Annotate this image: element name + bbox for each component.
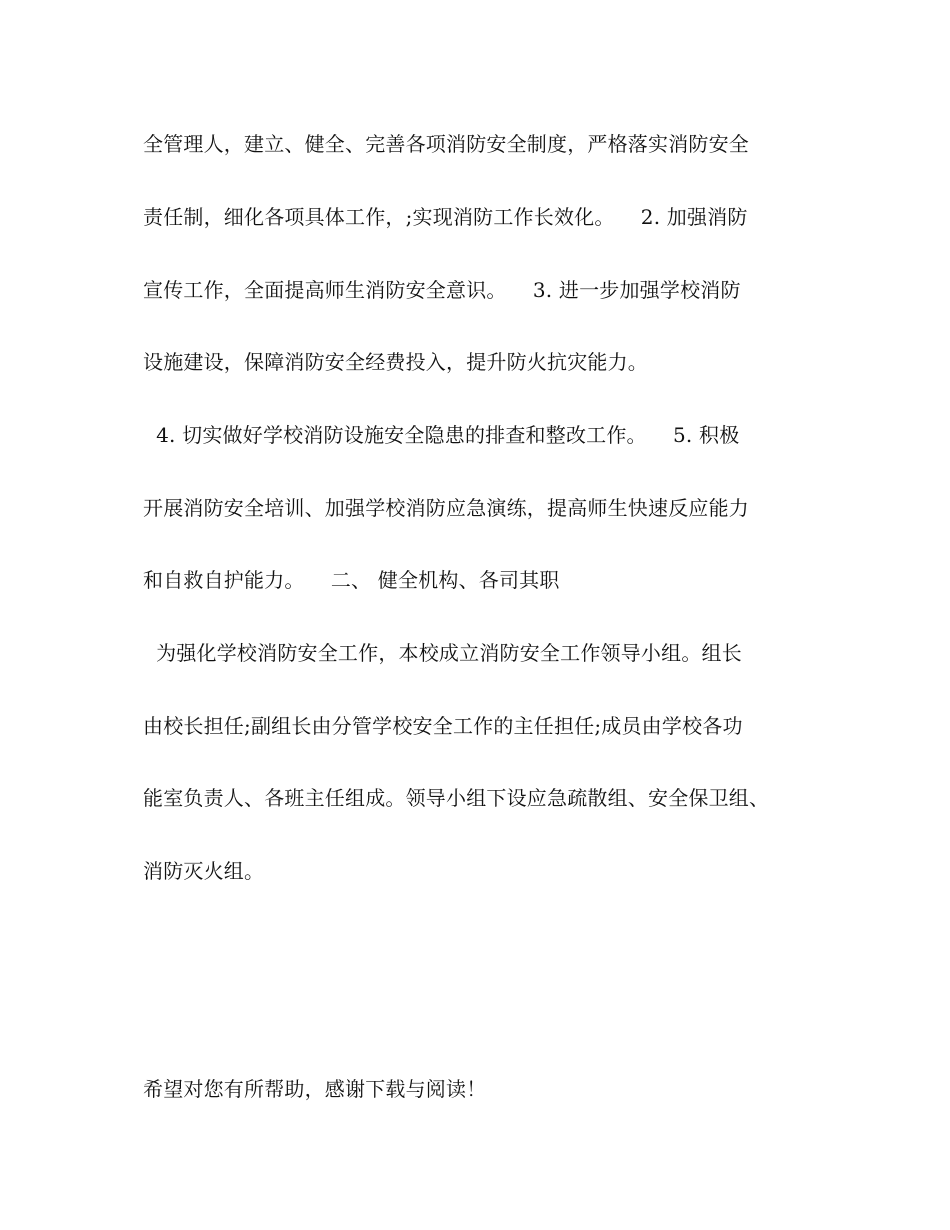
- body-text-line: 和自救自护能力。 二、 健全机构、各司其职: [143, 568, 560, 592]
- body-text-line: 为强化学校消防安全工作，本校成立消防安全工作领导小组。组长: [143, 641, 742, 665]
- body-text-line: 消防灭火组。: [143, 859, 265, 883]
- closing-text: 希望对您有所帮助，感谢下载与阅读！: [143, 1077, 487, 1101]
- body-text-line: 能室负责人、各班主任组成。领导小组下设应急疏散组、安全保卫组、: [143, 786, 770, 810]
- body-text-line: 4. 切实做好学校消防设施安全隐患的排查和整改工作。 5. 积极: [143, 423, 740, 447]
- body-text-line: 开展消防安全培训、加强学校消防应急演练，提高师生快速反应能力: [143, 496, 749, 520]
- body-text-line: 宣传工作，全面提高师生消防安全意识。 3. 进一步加强学校消防: [143, 278, 741, 302]
- body-text-line: 设施建设，保障消防安全经费投入，提升防火抗灾能力。: [143, 350, 648, 374]
- body-text-line: 责任制，细化各项具体工作，;实现消防工作长效化。 2. 加强消防: [143, 205, 748, 229]
- body-text-line: 全管理人，建立、健全、完善各项消防安全制度，严格落实消防安全: [143, 132, 749, 156]
- body-text-line: 由校长担任;副组长由分管学校安全工作的主任担任;成员由学校各功: [143, 714, 743, 738]
